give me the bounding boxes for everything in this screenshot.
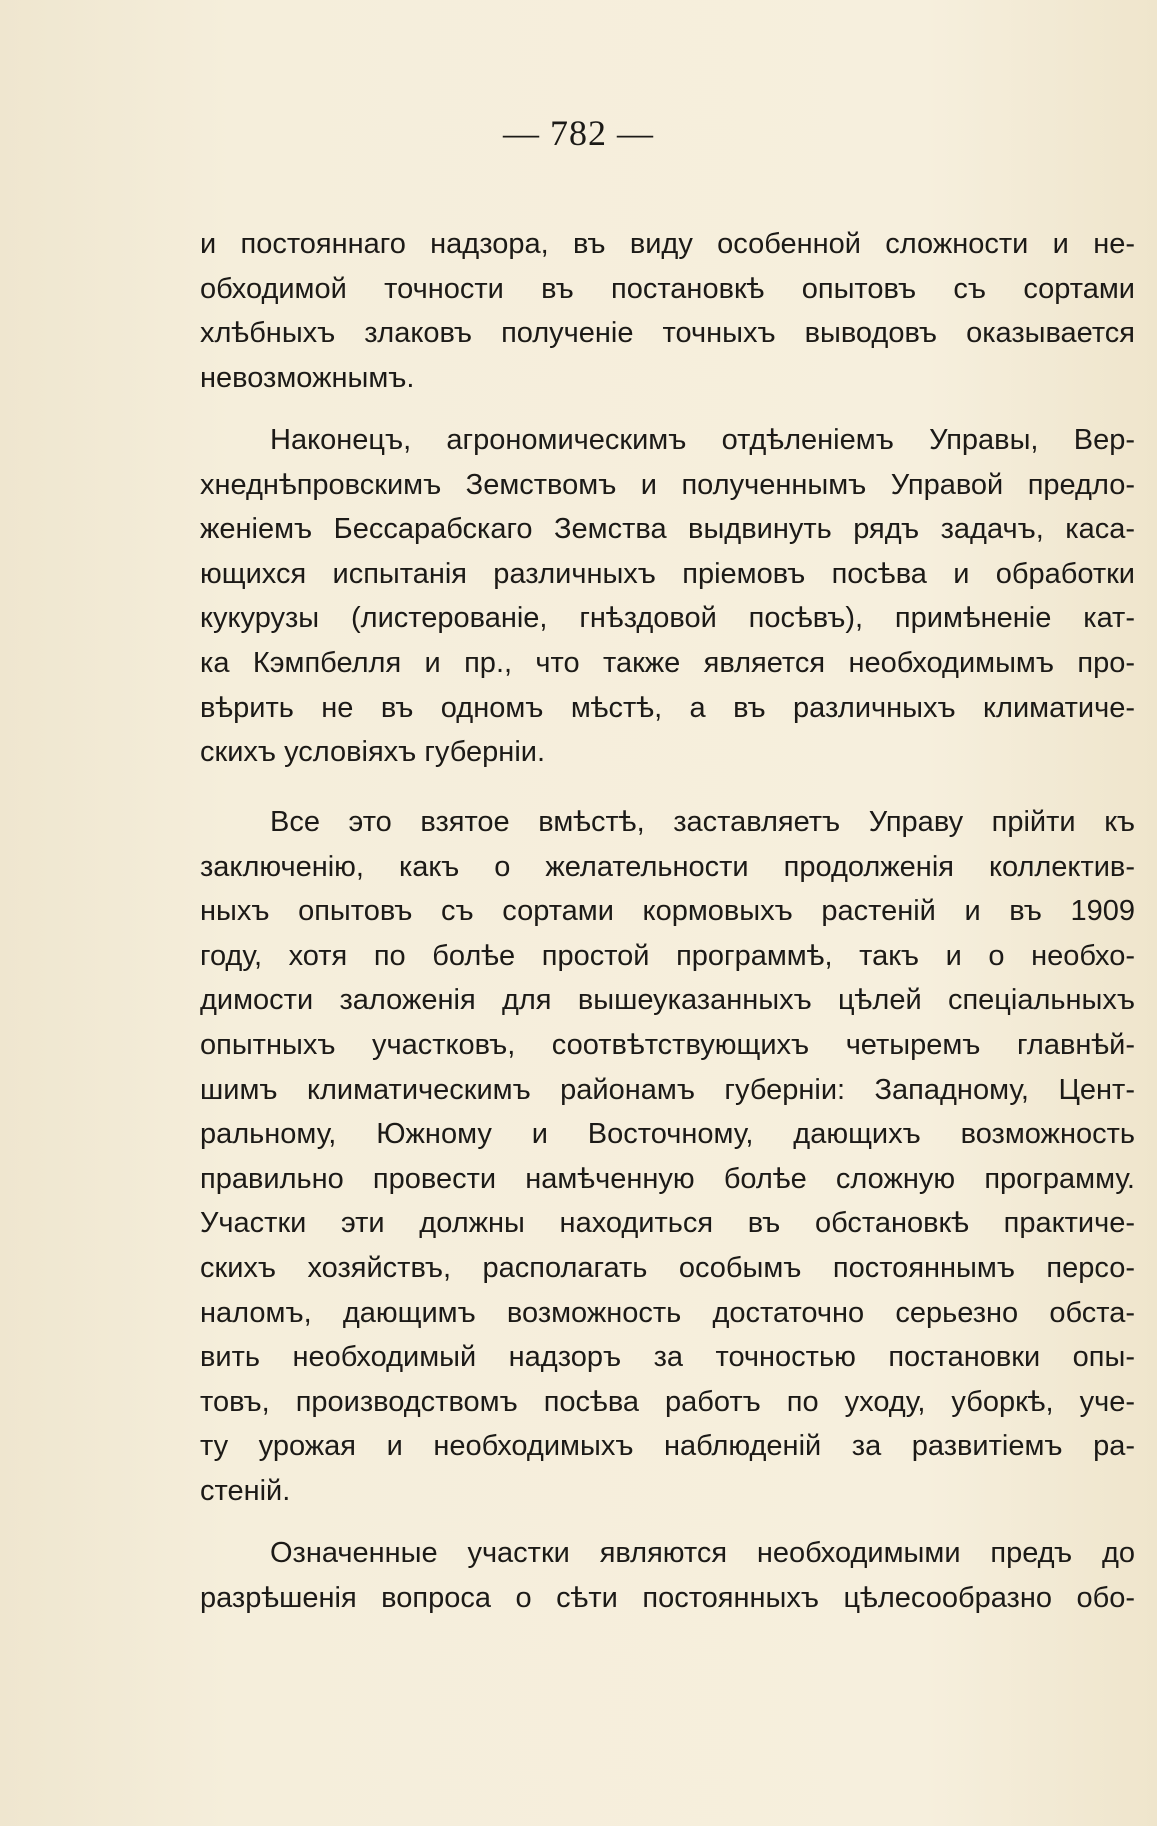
text-line: ту урожая и необходимыхъ наблюденій за развитіемъ ра- bbox=[200, 1430, 1135, 1463]
text-line: хлѣбныхъ злаковъ полученіе точныхъ выводовъ оказывается bbox=[200, 317, 1135, 350]
text-line: Наконецъ, агрономическимъ отдѣленіемъ Управы, Вер- bbox=[270, 424, 1135, 456]
paragraph-1 bbox=[200, 222, 1135, 400]
text-line: вить необходимый надзоръ за точностью постановки опы- bbox=[200, 1341, 1135, 1374]
text-line: Все это взятое вмѣстѣ, заставляетъ Управу прійти къ bbox=[270, 806, 1135, 838]
page-number: — 782 — bbox=[503, 113, 654, 153]
text-line: ральному, Южному и Восточному, дающихъ возможность bbox=[200, 1118, 1135, 1151]
text-line: Означенные участки являются необходимыми предъ до bbox=[270, 1537, 1135, 1569]
text-line: ка Кэмпбелля и пр., что также является необходимымъ про- bbox=[200, 646, 1135, 679]
text-line: ныхъ опытовъ съ сортами кормовыхъ растеній и въ 1909 bbox=[200, 895, 1135, 928]
text-line: стеній. bbox=[200, 1474, 291, 1507]
text-line: товъ, производствомъ посѣва работъ по уходу, уборкѣ, уче- bbox=[200, 1385, 1135, 1418]
text-line: обходимой точности въ постановкѣ опытовъ съ сортами bbox=[200, 272, 1135, 305]
text-line: заключенію, какъ о желательности продолженія коллектив- bbox=[200, 850, 1135, 883]
text-line: Участки эти должны находиться въ обстановкѣ практиче- bbox=[200, 1207, 1135, 1240]
text-line: димости заложенія для вышеуказанныхъ цѣлей спеціальныхъ bbox=[200, 984, 1135, 1017]
text-line: и постояннаго надзора, въ виду особенной сложности и не- bbox=[200, 228, 1135, 260]
text-line: скихъ условіяхъ губерніи. bbox=[200, 736, 546, 769]
text-line: вѣрить не въ одномъ мѣстѣ, а въ различныхъ климатиче- bbox=[200, 691, 1135, 724]
text-line: хнеднѣпровскимъ Земствомъ и полученнымъ Управой предло- bbox=[200, 468, 1135, 501]
paragraph-2 bbox=[200, 418, 1135, 775]
text-line: опытныхъ участковъ, соотвѣтствующихъ четыремъ главнѣй- bbox=[200, 1028, 1135, 1061]
text-line: году, хотя по болѣе простой программѣ, такъ и о необхо- bbox=[200, 939, 1135, 972]
text-line: женіемъ Бессарабскаго Земства выдвинуть рядъ задачъ, каса- bbox=[200, 513, 1135, 546]
text-line: правильно провести намѣченную болѣе сложную программу. bbox=[200, 1162, 1135, 1195]
text-line: кукурузы (листерованіе, гнѣздовой посѣвъ), примѣненіе кат- bbox=[200, 602, 1135, 635]
paragraph-3 bbox=[200, 800, 1135, 1514]
text-line: шимъ климатическимъ районамъ губерніи: Западному, Цент- bbox=[200, 1073, 1135, 1106]
text-line: невозможнымъ. bbox=[200, 361, 415, 394]
text-line: ющихся испытанія различныхъ пріемовъ посѣва и обработки bbox=[200, 557, 1135, 590]
paragraph-4 bbox=[200, 1531, 1135, 1620]
text-line: наломъ, дающимъ возможность достаточно серьезно обста- bbox=[200, 1296, 1135, 1329]
text-line: скихъ хозяйствъ, располагать особымъ постояннымъ персо- bbox=[200, 1251, 1135, 1284]
text-line: разрѣшенія вопроса о сѣти постоянныхъ цѣлесообразно обо- bbox=[200, 1581, 1135, 1614]
